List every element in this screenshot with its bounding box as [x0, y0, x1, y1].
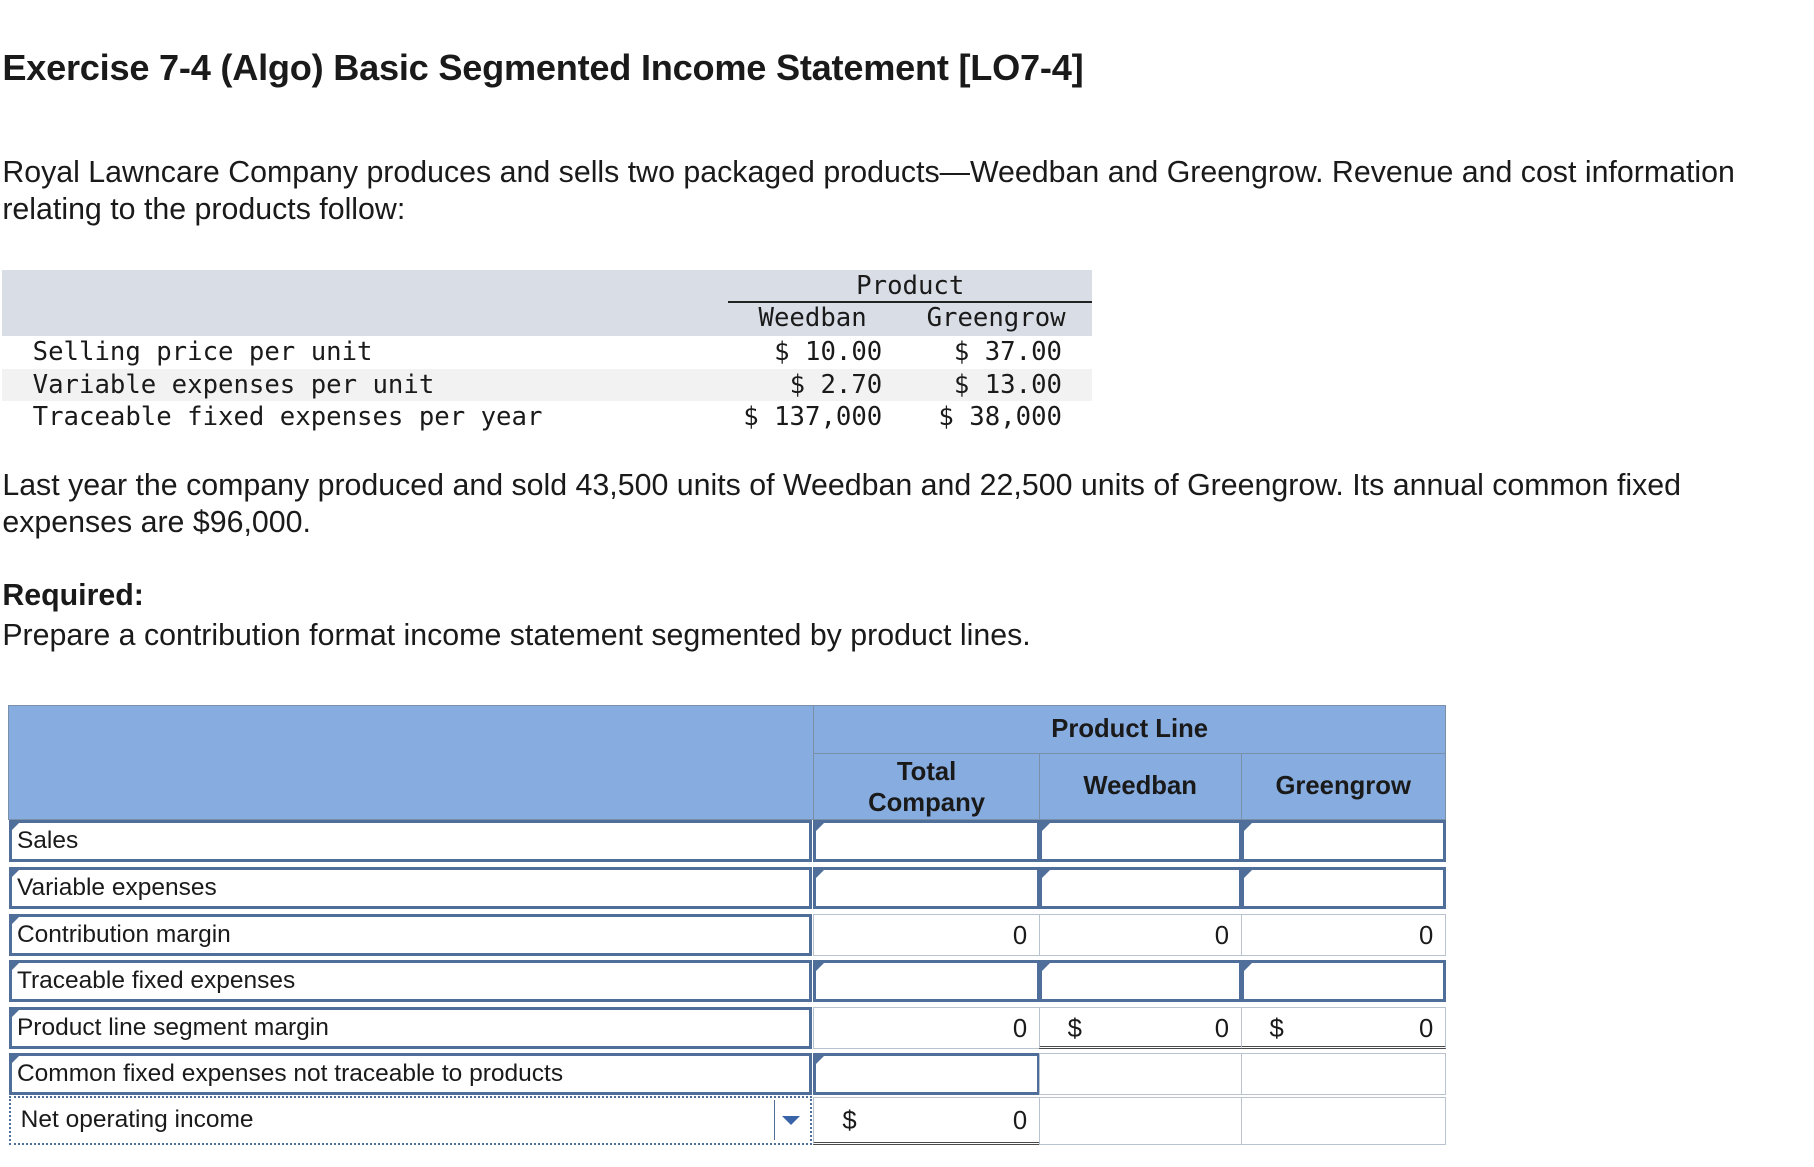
segment-greengrow-value: $ 0 — [1241, 1007, 1446, 1049]
common-total-input[interactable] — [813, 1053, 1039, 1095]
row-label: Traceable fixed expenses per year — [32, 402, 543, 433]
net-operating-income-dropdown[interactable]: Net operating income — [9, 1096, 812, 1145]
common-fixed-label-input[interactable]: Common fixed expenses not traceable to products — [9, 1053, 812, 1095]
traceable-total-input[interactable] — [813, 960, 1039, 1002]
contribution-total-value: 0 — [813, 914, 1039, 956]
greengrow-value: $ 37.00 — [953, 337, 1062, 368]
data-table-group-header: Product — [728, 270, 1092, 304]
data-table-col-greengrow: Greengrow — [926, 303, 1066, 334]
data-table-row — [2, 369, 1092, 402]
greengrow-value: $ 13.00 — [953, 369, 1062, 400]
variable-expenses-label-input[interactable]: Variable expenses — [9, 867, 812, 909]
chevron-down-icon[interactable] — [782, 1116, 800, 1125]
variable-total-input[interactable] — [813, 867, 1039, 909]
common-greengrow-blank — [1241, 1053, 1446, 1095]
traceable-greengrow-input[interactable] — [1241, 960, 1446, 1002]
currency-symbol: $ — [1269, 1015, 1284, 1044]
sales-weedban-input[interactable] — [1039, 820, 1242, 862]
greengrow-header: Greengrow — [1241, 753, 1446, 821]
currency-symbol: $ — [842, 1106, 857, 1135]
common-weedban-blank — [1039, 1053, 1242, 1095]
net-total-value: $ 0 — [813, 1097, 1039, 1145]
units-paragraph: Last year the company produced and sold 43,500 units of Weedban and 22,500 units of Greengrow. Its annual common fixed expenses are $96,000. — [2, 468, 1682, 540]
segment-total-value: 0 — [813, 1007, 1039, 1049]
data-table-row — [2, 336, 1092, 369]
currency-symbol: $ — [1067, 1015, 1082, 1044]
contribution-margin-label-input[interactable]: Contribution margin — [9, 914, 812, 956]
data-table-row — [2, 401, 1092, 434]
sales-greengrow-input[interactable] — [1241, 820, 1446, 862]
weedban-header: Weedban — [1039, 753, 1242, 821]
variable-greengrow-input[interactable] — [1241, 867, 1446, 909]
traceable-fixed-label-input[interactable]: Traceable fixed expenses — [9, 960, 812, 1002]
segment-margin-label-input[interactable]: Product line segment margin — [9, 1007, 812, 1049]
required-text: Prepare a contribution format income statement segmented by product lines. — [2, 619, 1031, 653]
net-weedban-blank — [1039, 1097, 1242, 1145]
total-company-header: Total Company — [813, 753, 1039, 821]
row-label: Selling price per unit — [32, 337, 373, 368]
variable-weedban-input[interactable] — [1039, 867, 1242, 909]
contribution-weedban-value: 0 — [1039, 914, 1242, 956]
data-table-col-weedban: Weedban — [758, 303, 867, 334]
income-statement-grid — [8, 705, 1446, 1146]
row-label: Variable expenses per unit — [32, 369, 435, 400]
intro-paragraph: Royal Lawncare Company produces and sells two packaged products—Weedban and Greengrow. Revenue and cost information relating to the products follow: — [2, 156, 1735, 227]
greengrow-value: $ 38,000 — [938, 402, 1062, 433]
segment-weedban-value: $ 0 — [1039, 1007, 1242, 1049]
weedban-value: $ 137,000 — [743, 402, 883, 433]
product-line-header: Product Line — [813, 705, 1446, 754]
weedban-value: $ 2.70 — [789, 369, 883, 400]
page-title: Exercise 7-4 (Algo) Basic Segmented Income Statement [LO7-4] — [2, 46, 1084, 88]
grid-header-blank — [8, 705, 814, 821]
net-greengrow-blank — [1241, 1097, 1446, 1145]
required-label: Required: — [2, 578, 144, 612]
contribution-greengrow-value: 0 — [1241, 914, 1446, 956]
traceable-weedban-input[interactable] — [1039, 960, 1242, 1002]
sales-label-input[interactable]: Sales — [9, 820, 812, 862]
sales-total-input[interactable] — [813, 820, 1039, 862]
weedban-value: $ 10.00 — [774, 337, 883, 368]
